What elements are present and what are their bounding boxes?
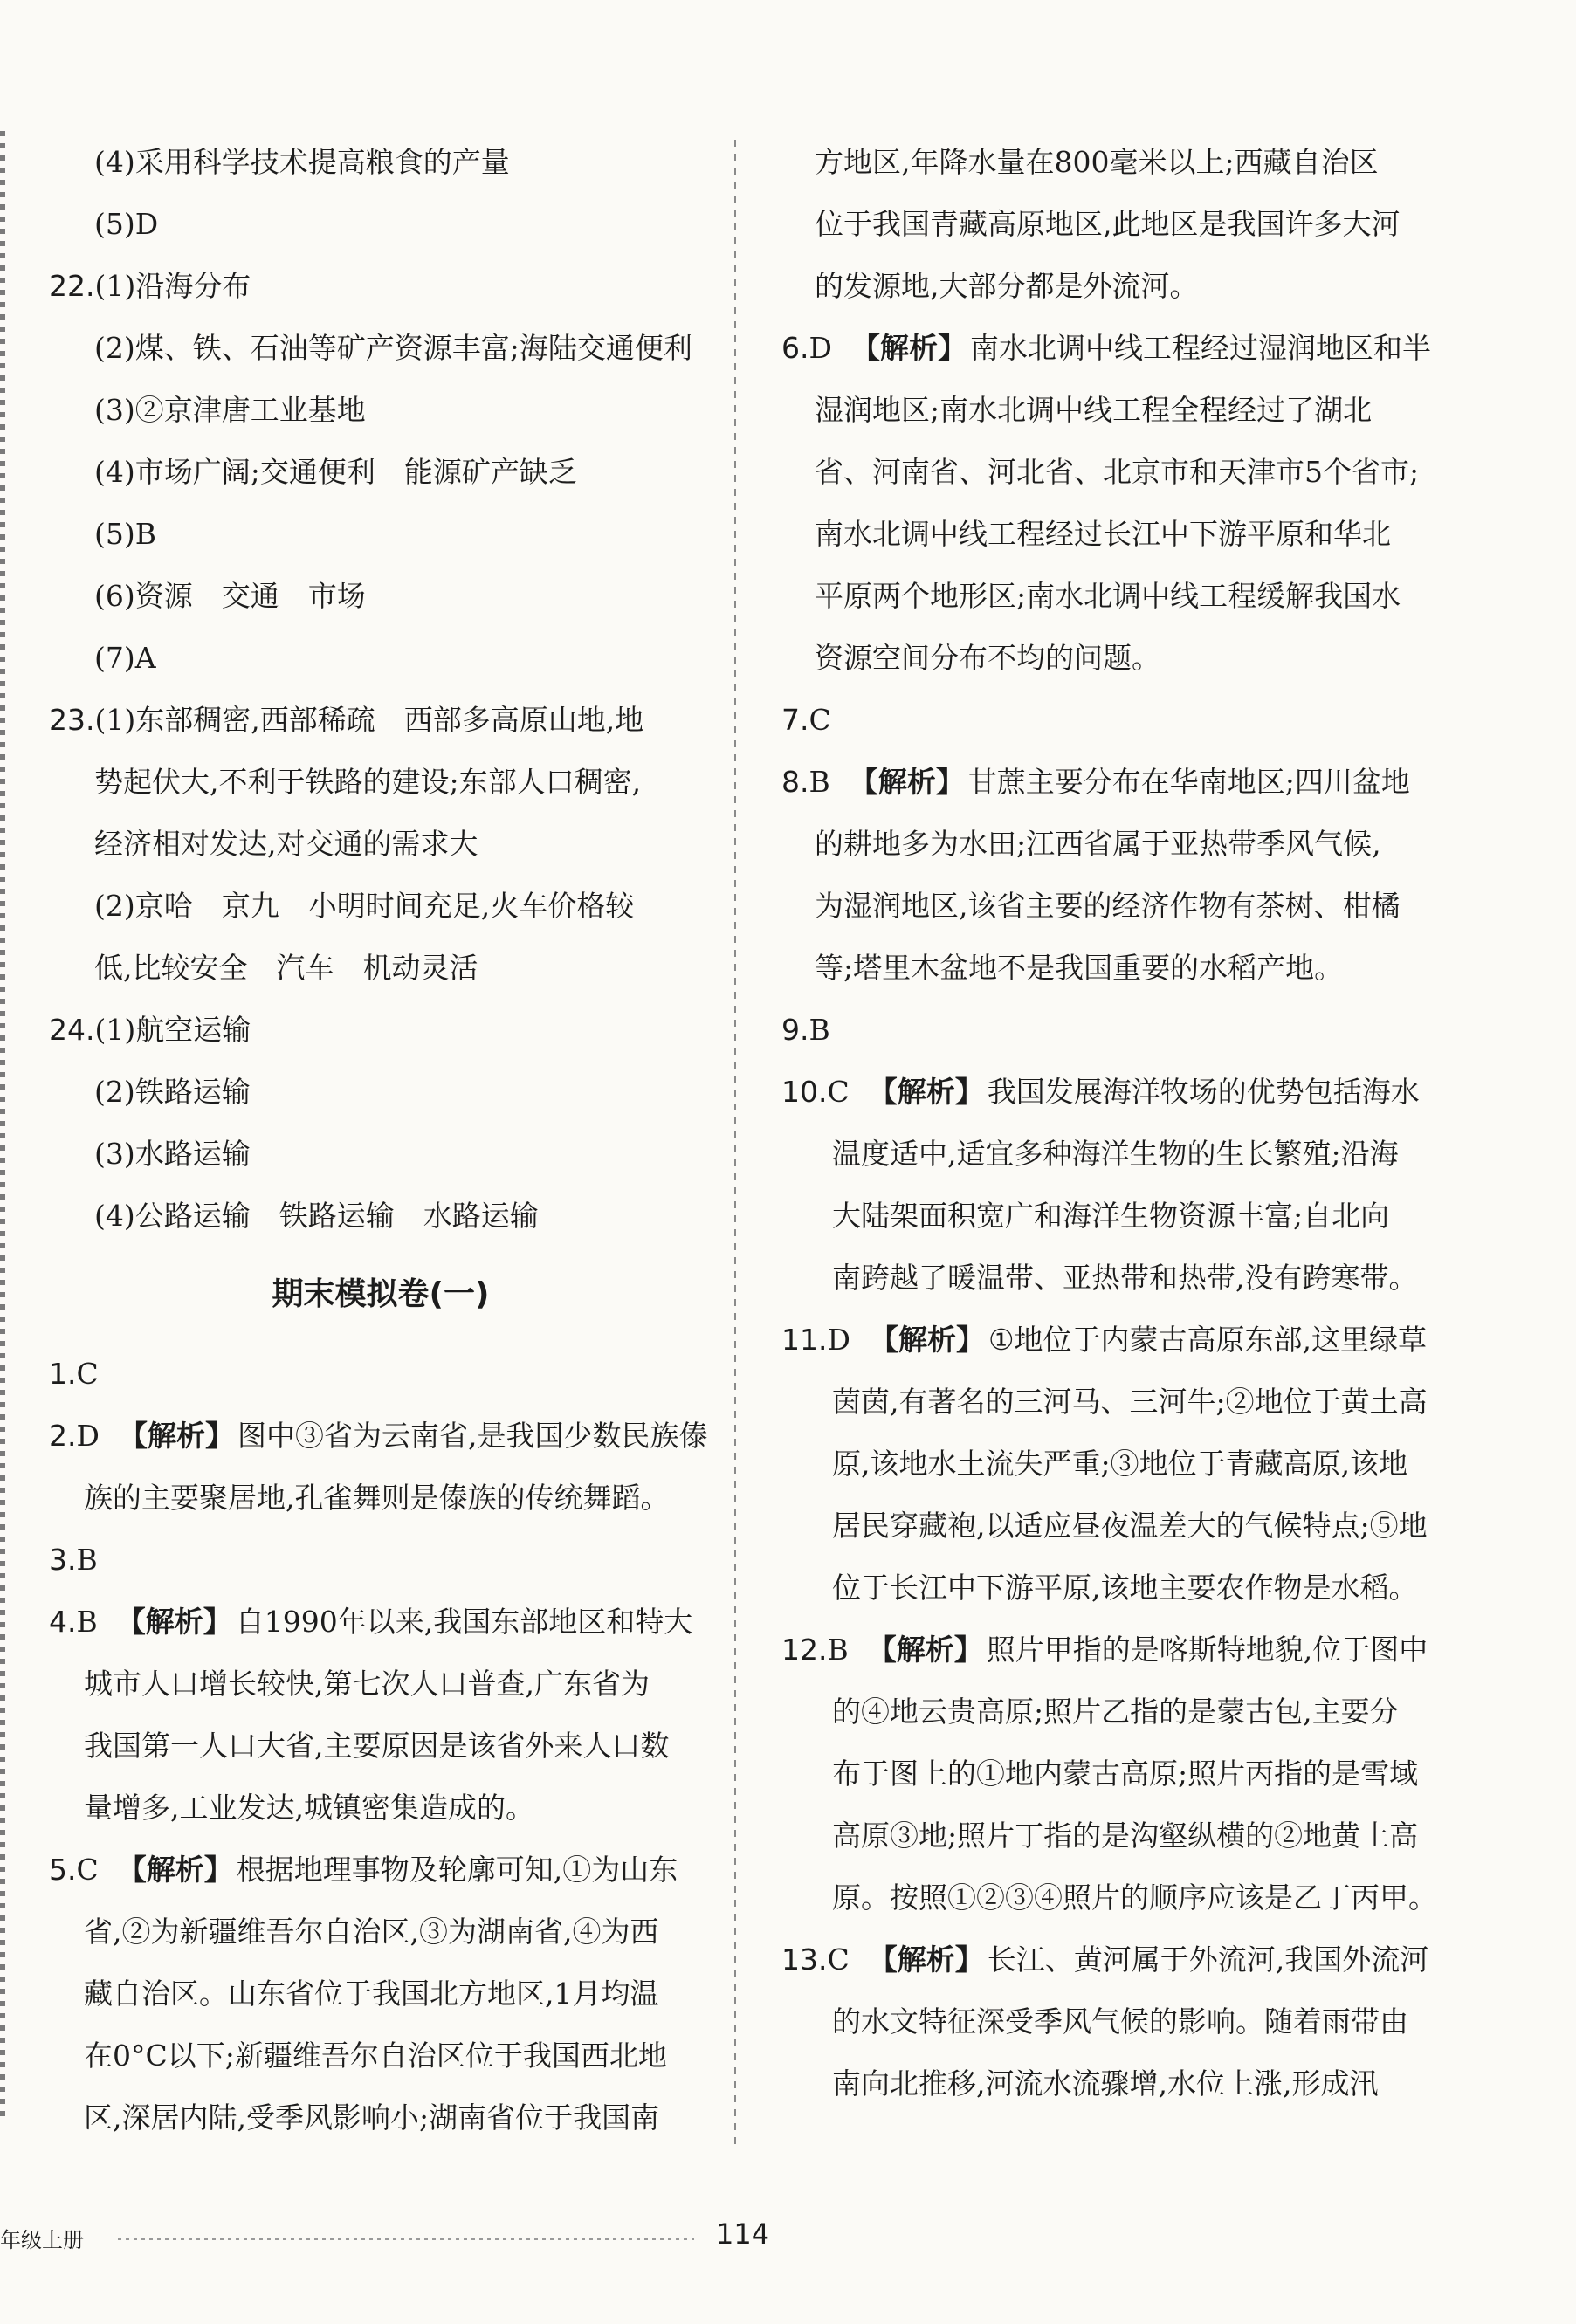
analysis-tag: 【解析】 xyxy=(868,1075,984,1109)
binding-dashed-line xyxy=(0,131,5,2121)
answer-item xyxy=(49,689,712,751)
answer-text: (3)水路运输 xyxy=(94,1137,251,1171)
answer-text: B xyxy=(809,1013,830,1047)
analysis-text: 图中③省为云南省,是我国少数民族傣 xyxy=(237,1419,708,1453)
answer-text: 高原③地;照片丁指的是沟壑纵横的②地黄土高 xyxy=(832,1819,1419,1853)
answer-line xyxy=(781,1371,1532,1433)
answer-item xyxy=(49,999,712,1061)
page-footer xyxy=(0,2217,1576,2261)
answer-text: 原。按照①②③④照片的顺序应该是乙丁丙甲。 xyxy=(832,1881,1437,1915)
answer-line xyxy=(49,1777,712,1839)
answer-line xyxy=(49,317,712,379)
answer-line xyxy=(49,1901,712,1963)
answer-text: 势起伏大,不利于铁路的建设;东部人口稠密, xyxy=(94,765,642,799)
column-divider xyxy=(734,140,736,2148)
answer-text: 的④地云贵高原;照片乙指的是蒙古包,主要分 xyxy=(832,1695,1399,1729)
answer-text: C xyxy=(76,1357,99,1391)
answer-text: 低,比较安全 汽车 机动灵活 xyxy=(94,951,478,985)
answer-item xyxy=(781,1929,1532,1991)
answer-item xyxy=(49,1405,712,1467)
answer-text: 的耕地多为水田;江西省属于亚热带季风气候, xyxy=(815,827,1381,861)
footer-dotted-rule xyxy=(118,2238,694,2240)
answer-line xyxy=(781,1991,1532,2052)
question-number: 12. xyxy=(781,1633,828,1667)
question-number: 5. xyxy=(49,1853,77,1887)
answer-text: (1)沿海分布 xyxy=(94,269,251,303)
analysis-tag: 【解析】 xyxy=(868,1942,984,1977)
answer-item xyxy=(781,1061,1532,1123)
analysis-tag: 【解析】 xyxy=(118,1419,234,1453)
answer-text: C xyxy=(827,1942,850,1977)
analysis-text: 长江、黄河属于外流河,我国外流河 xyxy=(987,1942,1429,1977)
answer-text: 南向北推移,河流水流骤增,水位上涨,形成汛 xyxy=(832,2066,1379,2101)
question-number: 7. xyxy=(781,703,809,737)
analysis-tag: 【解析】 xyxy=(869,1323,985,1357)
analysis-text: ①地位于内蒙古高原东部,这里绿草 xyxy=(988,1323,1428,1357)
answer-line xyxy=(781,379,1532,441)
answer-line xyxy=(49,1467,712,1529)
answer-line xyxy=(49,193,712,255)
answer-line xyxy=(781,937,1532,999)
question-number: 24. xyxy=(49,1013,95,1047)
answer-text: D xyxy=(827,1323,850,1357)
answer-line xyxy=(49,937,712,999)
answer-text: B xyxy=(809,765,830,799)
answer-line xyxy=(49,751,712,813)
answer-item xyxy=(49,1529,712,1591)
answer-line xyxy=(49,1061,712,1123)
answer-text: 城市人口增长较快,第七次人口普查,广东省为 xyxy=(84,1667,650,1701)
analysis-tag: 【解析】 xyxy=(116,1605,232,1639)
answer-text: C xyxy=(76,1853,99,1887)
answer-text: 位于我国青藏高原地区,此地区是我国许多大河 xyxy=(815,207,1401,241)
answer-text: (4)市场广阔;交通便利 能源矿产缺乏 xyxy=(94,455,577,489)
answer-line xyxy=(781,1805,1532,1867)
answer-line xyxy=(781,441,1532,503)
answer-line xyxy=(49,1715,712,1777)
answer-item xyxy=(781,317,1532,379)
footer-book-label: 年级上册 xyxy=(0,2228,84,2252)
answer-text: (5)D xyxy=(94,207,159,241)
answer-line xyxy=(49,131,712,193)
answer-text: 区,深居内陆,受季风影响小;湖南省位于我国南 xyxy=(84,2101,660,2135)
answer-line xyxy=(49,1185,712,1247)
answer-text: B xyxy=(76,1543,98,1577)
answer-text: 温度适中,适宜多种海洋生物的生长繁殖;沿海 xyxy=(832,1137,1399,1171)
answer-line xyxy=(49,875,712,937)
answer-line xyxy=(781,813,1532,875)
answer-text: (7)A xyxy=(94,641,156,675)
answer-item xyxy=(49,255,712,317)
answer-text: 平原两个地形区;南水北调中线工程缓解我国水 xyxy=(815,579,1401,613)
answer-text: 茵茵,有著名的三河马、三河牛;②地位于黄土高 xyxy=(832,1385,1428,1419)
answer-text: (4)公路运输 铁路运输 水路运输 xyxy=(94,1199,539,1233)
question-number: 4. xyxy=(49,1605,77,1639)
answer-text: (2)煤、铁、石油等矿产资源丰富;海陆交通便利 xyxy=(94,331,692,365)
answer-text: (2)京哈 京九 小明时间充足,火车价格较 xyxy=(94,889,635,923)
answer-text: 等;塔里木盆地不是我国重要的水稻产地。 xyxy=(815,951,1344,985)
answer-line xyxy=(49,503,712,565)
answer-text: 藏自治区。山东省位于我国北方地区,1月均温 xyxy=(84,1977,659,2011)
answer-line xyxy=(781,1867,1532,1929)
answer-text: 省、河南省、河北省、北京市和天津市5个省市; xyxy=(815,455,1420,489)
answer-text: C xyxy=(827,1075,850,1109)
answer-line xyxy=(781,1495,1532,1557)
answer-item xyxy=(49,1839,712,1901)
answer-text: 湿润地区;南水北调中线工程全程经过了湖北 xyxy=(815,393,1373,427)
answer-line xyxy=(49,441,712,503)
answer-text: B xyxy=(76,1605,98,1639)
analysis-text: 根据地理事物及轮廓可知,①为山东 xyxy=(236,1853,678,1887)
question-number: 8. xyxy=(781,765,809,799)
answer-text: (1)航空运输 xyxy=(94,1013,251,1047)
analysis-tag: 【解析】 xyxy=(849,765,965,799)
answer-text: 大陆架面积宽广和海洋生物资源丰富;自北向 xyxy=(832,1199,1390,1233)
answer-item xyxy=(49,1343,712,1405)
answer-text: D xyxy=(76,1419,100,1453)
analysis-tag: 【解析】 xyxy=(867,1633,983,1667)
answer-text: 方地区,年降水量在800毫米以上;西藏自治区 xyxy=(815,145,1379,179)
answer-text: 布于图上的①地内蒙古高原;照片丙指的是雪域 xyxy=(832,1757,1419,1791)
answer-text: 在0°C以下;新疆维吾尔自治区位于我国西北地 xyxy=(84,2039,667,2073)
answer-text: 族的主要聚居地,孔雀舞则是傣族的传统舞蹈。 xyxy=(84,1481,670,1515)
answer-line xyxy=(49,627,712,689)
answer-item xyxy=(49,1591,712,1653)
answer-text: 原,该地水土流失严重;③地位于青藏高原,该地 xyxy=(832,1447,1408,1481)
answer-text: (5)B xyxy=(94,517,156,551)
answer-line xyxy=(781,1185,1532,1247)
question-number: 6. xyxy=(781,331,809,365)
answer-line xyxy=(781,255,1532,317)
answer-line xyxy=(781,627,1532,689)
answer-text: (3)②京津唐工业基地 xyxy=(94,393,366,427)
answer-line xyxy=(781,503,1532,565)
answer-line xyxy=(49,1123,712,1185)
answer-text: 的发源地,大部分都是外流河。 xyxy=(815,269,1199,303)
answer-item xyxy=(781,999,1532,1061)
analysis-text: 自1990年以来,我国东部地区和特大 xyxy=(235,1605,693,1639)
section-heading: 期末模拟卷(一) xyxy=(272,1276,490,1312)
answer-text: 南跨越了暖温带、亚热带和热带,没有跨寒带。 xyxy=(832,1261,1418,1295)
question-number: 13. xyxy=(781,1942,828,1977)
answer-text: 居民穿藏袍,以适应昼夜温差大的气候特点;⑤地 xyxy=(832,1509,1428,1543)
analysis-text: 照片甲指的是喀斯特地貌,位于图中 xyxy=(986,1633,1428,1667)
answer-line xyxy=(781,875,1532,937)
answer-line xyxy=(781,2052,1532,2114)
question-number: 9. xyxy=(781,1013,809,1047)
analysis-text: 甘蔗主要分布在华南地区;四川盆地 xyxy=(967,765,1410,799)
answer-text: 为湿润地区,该省主要的经济作物有茶树、柑橘 xyxy=(815,889,1401,923)
question-number: 23. xyxy=(49,703,95,737)
answer-text: 的水文特征深受季风气候的影响。随着雨带由 xyxy=(832,2004,1408,2039)
answer-text: (4)采用科学技术提高粮食的产量 xyxy=(94,145,510,179)
answer-line xyxy=(781,1123,1532,1185)
question-number: 3. xyxy=(49,1543,77,1577)
answer-line xyxy=(49,1653,712,1715)
answer-item xyxy=(781,751,1532,813)
answer-line xyxy=(781,1557,1532,1619)
analysis-text: 南水北调中线工程经过湿润地区和半 xyxy=(969,331,1431,365)
answer-item xyxy=(781,1619,1532,1681)
answer-text: (6)资源 交通 市场 xyxy=(94,579,366,613)
answer-text: 我国第一人口大省,主要原因是该省外来人口数 xyxy=(84,1729,670,1763)
answer-text: (2)铁路运输 xyxy=(94,1075,251,1109)
analysis-text: 我国发展海洋牧场的优势包括海水 xyxy=(987,1075,1420,1109)
answer-text: 经济相对发达,对交通的需求大 xyxy=(94,827,478,861)
answer-line xyxy=(49,2087,712,2149)
answer-line xyxy=(49,813,712,875)
answer-line xyxy=(781,1743,1532,1805)
answer-text: (1)东部稠密,西部稀疏 西部多高原山地,地 xyxy=(94,703,644,737)
left-column xyxy=(49,131,712,2149)
answer-line xyxy=(49,1963,712,2025)
answer-text: 资源空间分布不均的问题。 xyxy=(815,641,1160,675)
right-column xyxy=(781,131,1532,2114)
answer-item xyxy=(781,689,1532,751)
answer-text: 量增多,工业发达,城镇密集造成的。 xyxy=(84,1791,534,1825)
answer-item xyxy=(781,1309,1532,1371)
answer-text: D xyxy=(809,331,832,365)
question-number: 1. xyxy=(49,1357,77,1391)
answer-line xyxy=(49,565,712,627)
answer-line xyxy=(781,565,1532,627)
answer-text: 位于长江中下游平原,该地主要农作物是水稻。 xyxy=(832,1571,1418,1605)
answer-text: 省,②为新疆维吾尔自治区,③为湖南省,④为西 xyxy=(84,1915,659,1949)
answer-line xyxy=(49,2025,712,2087)
page-number: 114 xyxy=(716,2217,770,2251)
analysis-tag: 【解析】 xyxy=(117,1853,233,1887)
answer-text: C xyxy=(809,703,831,737)
answer-line xyxy=(49,379,712,441)
question-number: 11. xyxy=(781,1323,828,1357)
question-number: 2. xyxy=(49,1419,77,1453)
answer-line xyxy=(781,1681,1532,1743)
analysis-tag: 【解析】 xyxy=(850,331,967,365)
answer-line xyxy=(781,131,1532,193)
question-number: 10. xyxy=(781,1075,828,1109)
answer-text: B xyxy=(827,1633,849,1667)
answer-text: 南水北调中线工程经过长江中下游平原和华北 xyxy=(815,517,1391,551)
answer-line xyxy=(781,1433,1532,1495)
answer-line xyxy=(781,193,1532,255)
question-number: 22. xyxy=(49,269,95,303)
answer-line xyxy=(781,1247,1532,1309)
